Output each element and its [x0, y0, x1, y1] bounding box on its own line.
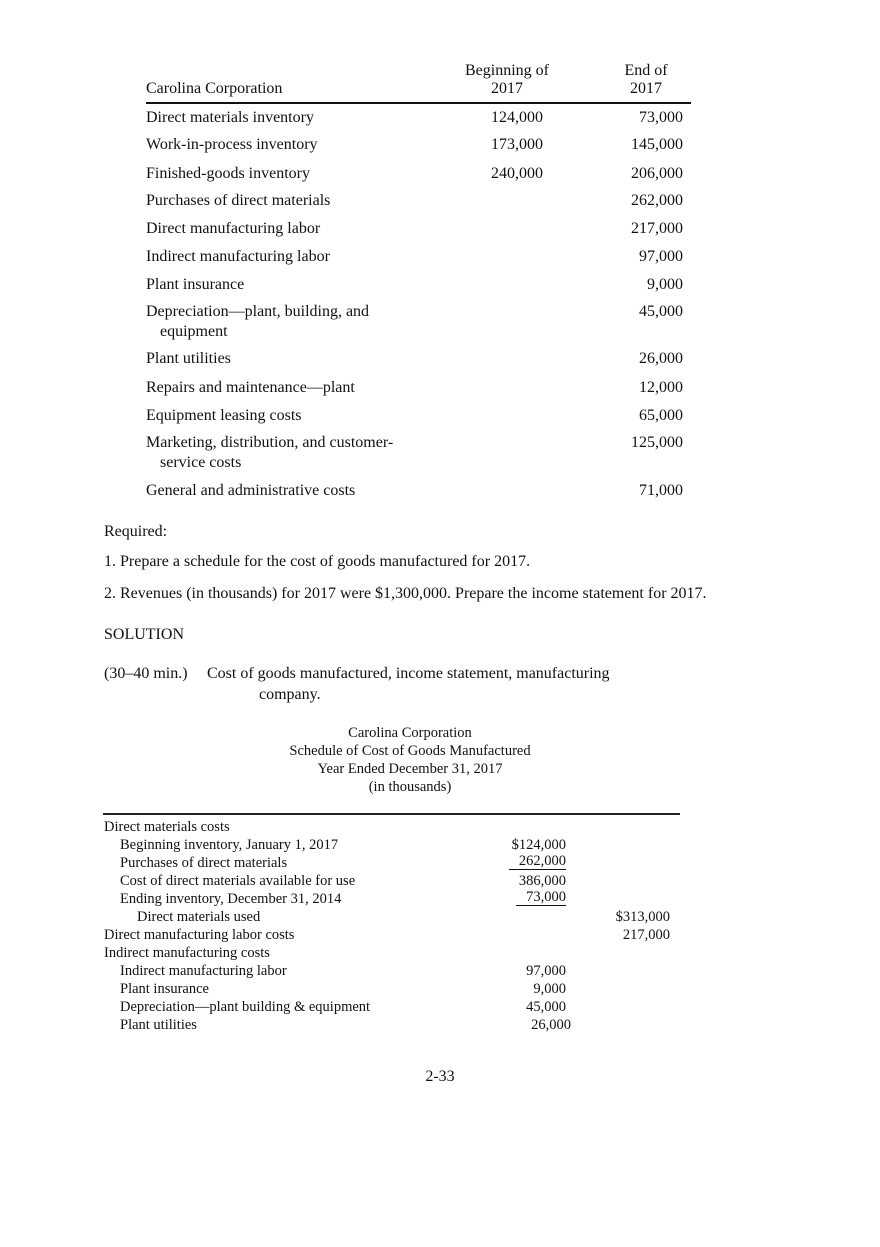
cell-beginning-2017: 124,000	[491, 109, 543, 126]
column-header-end	[601, 62, 691, 98]
cell-end-2017: 65,000	[639, 407, 683, 424]
column-header-line: Beginning of	[465, 62, 549, 79]
row-label-text: Marketing, distribution, and customer-	[146, 434, 394, 451]
schedule-row-label: Plant utilities	[120, 1017, 197, 1033]
row-label-text: Plant insurance	[146, 276, 245, 293]
cell-end-2017: 206,000	[631, 165, 683, 182]
cell-end-2017: 26,000	[639, 350, 683, 367]
schedule-row-label: Direct manufacturing labor costs	[104, 927, 295, 943]
row-label-text: Work-in-process inventory	[146, 136, 318, 153]
row-label	[146, 191, 406, 211]
row-label-text: Direct manufacturing labor	[146, 220, 321, 237]
cell-end-2017: 217,000	[631, 220, 683, 237]
schedule-subtotal-cell: 26,000	[531, 1017, 571, 1033]
row-label-text: Plant utilities	[146, 350, 231, 367]
row-label	[146, 433, 406, 473]
row-label	[146, 481, 406, 501]
schedule-row-label: Ending inventory, December 31, 2014	[120, 891, 342, 907]
cell-end-2017: 71,000	[639, 482, 683, 499]
problem-table-title: Carolina Corporation	[146, 80, 283, 97]
cell-end-2017: 97,000	[639, 248, 683, 265]
row-label-text: Purchases of direct materials	[146, 192, 331, 209]
required-heading: Required:	[104, 523, 168, 540]
row-label-text: Depreciation—plant, building, and	[146, 303, 370, 320]
row-label-text: Repairs and maintenance—plant	[146, 379, 355, 396]
cell-end-2017: 262,000	[631, 192, 683, 209]
column-header-line: 2017	[491, 80, 523, 97]
row-label	[146, 275, 406, 295]
row-label-text: Direct materials inventory	[146, 109, 314, 126]
schedule-row-label: Cost of direct materials available for use	[120, 873, 356, 889]
schedule-company: Carolina Corporation	[348, 725, 472, 741]
row-label	[146, 108, 406, 128]
required-item: 2. Revenues (in thousands) for 2017 were $1,300,000. Prepare the income statement for 2017.	[104, 585, 707, 602]
schedule-row-label: Direct materials costs	[104, 819, 230, 835]
row-label	[146, 135, 406, 155]
column-header-line: 2017	[630, 80, 662, 97]
schedule-total-cell: $313,000	[615, 909, 670, 925]
column-header-beginning	[452, 62, 562, 98]
solution-description: Cost of goods manufactured, income statement, manufacturing	[207, 665, 610, 682]
schedule-subtotal-cell: 386,000	[518, 873, 566, 889]
schedule-row-label: Depreciation—plant building & equipment	[120, 999, 371, 1015]
row-label-text: Indirect manufacturing labor	[146, 248, 330, 265]
schedule-period: Year Ended December 31, 2017	[317, 761, 503, 777]
schedule-row-label: Plant insurance	[120, 981, 209, 997]
solution-description-cont: company.	[259, 686, 321, 703]
row-label-continuation: service costs	[160, 454, 242, 471]
schedule-subtotal-cell: 97,000	[526, 963, 566, 979]
cell-beginning-2017: 173,000	[491, 136, 543, 153]
problem-table-header	[146, 60, 691, 104]
row-label	[146, 378, 406, 398]
page-number: 2-33	[425, 1068, 455, 1085]
column-header-line: End of	[624, 62, 668, 79]
row-label-text: General and administrative costs	[146, 482, 356, 499]
schedule-row-label: Direct materials used	[137, 909, 261, 925]
schedule-total-cell: 217,000	[622, 927, 670, 943]
solution-time: (30–40 min.)	[104, 665, 188, 682]
cell-end-2017: 73,000	[639, 109, 683, 126]
schedule-units: (in thousands)	[368, 779, 452, 795]
schedule-subtotal-cell: $124,000	[511, 837, 566, 853]
row-label	[146, 219, 406, 239]
schedule-header	[240, 724, 580, 796]
row-label-text: Finished-goods inventory	[146, 165, 310, 182]
schedule-subtotal-cell: 73,000	[516, 890, 566, 906]
row-label	[146, 406, 406, 426]
schedule-rule	[103, 813, 680, 815]
row-label	[146, 247, 406, 267]
row-label-text: Equipment leasing costs	[146, 407, 302, 424]
row-label	[146, 349, 406, 369]
row-label-continuation: equipment	[160, 323, 228, 340]
schedule-row-label: Indirect manufacturing costs	[104, 945, 270, 961]
schedule-subtotal-cell: 262,000	[509, 854, 566, 870]
cell-beginning-2017: 240,000	[491, 165, 543, 182]
cell-end-2017: 12,000	[639, 379, 683, 396]
cell-end-2017: 145,000	[631, 136, 683, 153]
schedule-subtotal-cell: 45,000	[526, 999, 566, 1015]
solution-heading: SOLUTION	[104, 626, 184, 643]
schedule-row-label: Indirect manufacturing labor	[120, 963, 287, 979]
schedule-title: Schedule of Cost of Goods Manufactured	[289, 743, 531, 759]
row-label	[146, 302, 406, 342]
cell-end-2017: 45,000	[639, 303, 683, 320]
required-item: 1. Prepare a schedule for the cost of goods manufactured for 2017.	[104, 553, 531, 570]
row-label	[146, 164, 406, 184]
schedule-row-label: Beginning inventory, January 1, 2017	[120, 837, 339, 853]
cell-end-2017: 125,000	[631, 434, 683, 451]
schedule-subtotal-cell: 9,000	[533, 981, 566, 997]
schedule-row-label: Purchases of direct materials	[120, 855, 288, 871]
cell-end-2017: 9,000	[647, 276, 683, 293]
